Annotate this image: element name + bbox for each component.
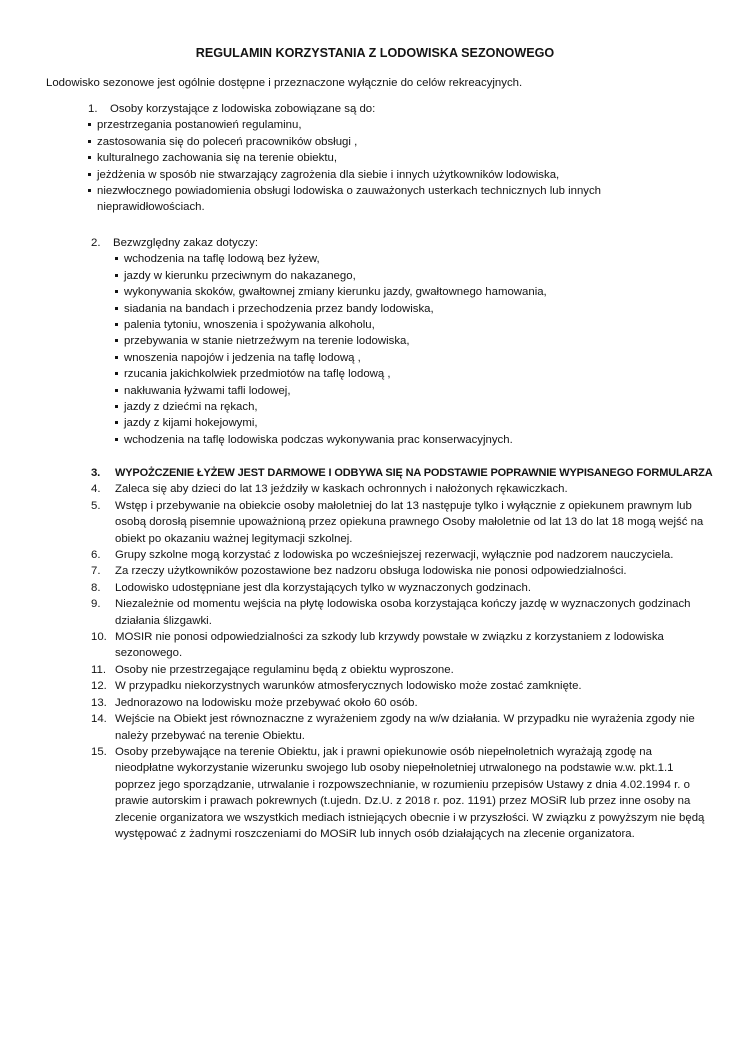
section-1-item: zastosowania się do poleceń pracowników obsługi , bbox=[88, 134, 728, 150]
section-2-item: wchodzenia na taflę lodowiska podczas wykonywania prac konserwacyjnych. bbox=[115, 432, 731, 448]
rule-text: Za rzeczy użytkowników pozostawione bez nadzoru obsługa lodowiska nie ponosi odpowiedzialności. bbox=[115, 565, 627, 578]
section-2-heading-line bbox=[91, 235, 731, 251]
section-2-item: jazdy w kierunku przeciwnym do nakazanego, bbox=[115, 268, 731, 284]
section-2-item: palenia tytoniu, wnoszenia i spożywania alkoholu, bbox=[115, 317, 731, 333]
rule-text: WYPOŻCZENIE ŁYŻEW JEST DARMOWE I ODBYWA SIĘ NA PODSTAWIE POPRAWNIE WYPISANEGO FORMULARZA bbox=[115, 467, 713, 479]
rule-number: 4. bbox=[91, 483, 101, 496]
rule-number: 10. bbox=[91, 631, 107, 644]
rule-item bbox=[91, 596, 711, 629]
rule-text: Wstęp i przebywanie na obiekcie osoby małoletniej do lat 13 następuje tylko i wyłącznie z opiekunem prawnym lub osobą dorosłą pisemnie upoważnioną przez opiekuna prawnego Osoby małoletnie od lat 13 do lat 18 mogą wejść na obiekt po okazaniu ważnej legitymacji szkolnej. bbox=[115, 499, 704, 545]
rule-text: Zaleca się aby dzieci do lat 13 jeździły w kaskach ochronnych i nałożonych rękawiczkach. bbox=[115, 483, 568, 496]
section-1-item: jeżdżenia w sposób nie stwarzający zagrożenia dla siebie i innych użytkowników lodowiska, bbox=[88, 167, 728, 183]
rule-text: W przypadku niekorzystnych warunków atmosferycznych lodowisko może zostać zamknięte. bbox=[115, 680, 582, 693]
section-2-item: wykonywania skoków, gwałtownej zmiany kierunku jazdy, gwałtownego hamowania, bbox=[115, 284, 731, 300]
rule-text: Niezależnie od momentu wejścia na płytę lodowiska osoba korzystająca kończy jazdę w wyznaczonych godzinach działania ślizgawki. bbox=[115, 598, 691, 627]
rule-item bbox=[91, 481, 711, 497]
rule-item bbox=[91, 547, 711, 563]
section-2-item: siadania na bandach i przechodzenia przez bandy lodowiska, bbox=[115, 301, 731, 317]
section-2-item: przebywania w stanie nietrzeźwym na terenie lodowiska, bbox=[115, 333, 731, 349]
rule-text: Grupy szkolne mogą korzystać z lodowiska po wcześniejszej rezerwacji, wyłącznie pod nadzorem nauczyciela. bbox=[115, 549, 674, 562]
rule-number: 5. bbox=[91, 499, 101, 512]
rule-text: Osoby przebywające na terenie Obiektu, jak i prawni opiekunowie osób niepełnoletnich wyrażają zgodę na nieodpłatne wykorzystanie wizerunku swojego lub osoby niepełnoletniej utrwalonego na podstawie w.w. pkt.1.1 poprzez jego sporządzanie, utrwalanie i rozpowszechnianie, w rozumieniu przepisów Ustawy z dnia 4.02.1994 r. o prawie autorskim i prawach pokrewnych (t.ujedn. Dz.U. z 2018 r. poz. 1191) przez MOSiR lub przez inne osoby na zlecenie organizatora we wszystkich mediach istniejących obecnie i w przyszłości. W związku z powyższym nie będą występować z żadnymi roszczeniami do MOSiR lub innych osób działających na zlecenie organizatora. bbox=[115, 745, 705, 840]
rule-text: Osoby nie przestrzegające regulaminu będą z obiektu wyproszone. bbox=[115, 663, 454, 676]
section-1-list bbox=[0, 117, 728, 215]
rule-item bbox=[91, 629, 711, 662]
rule-number: 7. bbox=[91, 565, 101, 578]
rule-number: 14. bbox=[91, 713, 107, 726]
rule-item bbox=[91, 662, 711, 678]
rule-item bbox=[91, 563, 711, 579]
rule-number: 8. bbox=[91, 581, 101, 594]
rule-number: 13. bbox=[91, 696, 107, 709]
section-2-item: wnoszenia napojów i jedzenia na taflę lodową , bbox=[115, 350, 731, 366]
rule-number: 12. bbox=[91, 680, 107, 693]
section-2-heading: Bezwzględny zakaz dotyczy: bbox=[113, 237, 258, 249]
rule-number: 3. bbox=[91, 467, 101, 479]
rule-item bbox=[91, 580, 711, 596]
rule-item bbox=[91, 678, 711, 694]
section-2-number: 2. bbox=[91, 237, 101, 249]
section-2 bbox=[91, 235, 731, 448]
intro-paragraph: Lodowisko sezonowe jest ogólnie dostępne i przeznaczone wyłącznie do celów rekreacyjnych. bbox=[46, 77, 523, 89]
section-1-item: kulturalnego zachowania się na terenie obiektu, bbox=[88, 150, 728, 166]
section-1-number: 1. bbox=[88, 103, 98, 115]
rule-number: 11. bbox=[91, 663, 106, 676]
rule-text: Jednorazowo na lodowisku może przebywać około 60 osób. bbox=[115, 696, 418, 709]
section-2-item: rzucania jakichkolwiek przedmiotów na taflę lodową , bbox=[115, 366, 731, 382]
section-2-item: nakłuwania łyżwami tafli lodowej, bbox=[115, 383, 731, 399]
rule-number: 6. bbox=[91, 549, 101, 562]
rule-item bbox=[91, 498, 711, 547]
section-1-item: przestrzegania postanowień regulaminu, bbox=[88, 117, 728, 133]
rule-item bbox=[91, 695, 711, 711]
section-2-item: wchodzenia na taflę lodową bez łyżew, bbox=[115, 251, 731, 267]
section-1-heading-line bbox=[88, 101, 728, 117]
rule-text: MOSIR nie ponosi odpowiedzialności za szkody lub krzywdy powstałe w związku z korzystaniem z lodowiska sezonowego. bbox=[115, 631, 664, 660]
section-1-heading: Osoby korzystające z lodowiska zobowiązane są do: bbox=[110, 103, 376, 115]
section-1-item: niezwłocznego powiadomienia obsługi lodowiska o zauważonych usterkach technicznych lub innych nieprawidłowościach. bbox=[88, 183, 612, 216]
section-2-item: jazdy z dziećmi na rękach, bbox=[115, 399, 731, 415]
rule-text: Wejście na Obiekt jest równoznaczne z wyrażeniem zgody na w/w działania. W przypadku nie wyrażenia zgody nie należy przebywać na terenie Obiektu. bbox=[115, 713, 695, 742]
section-1 bbox=[88, 101, 728, 216]
rule-item bbox=[91, 744, 711, 842]
document-title: REGULAMIN KORZYSTANIA Z LODOWISKA SEZONOWEGO bbox=[195, 46, 555, 60]
rule-item bbox=[91, 465, 711, 481]
rule-item bbox=[91, 711, 711, 744]
numbered-rules bbox=[91, 465, 711, 842]
rule-text: Lodowisko udostępniane jest dla korzystających tylko w wyznaczonych godzinach. bbox=[115, 581, 531, 594]
rule-number: 9. bbox=[91, 598, 101, 611]
section-2-item: jazdy z kijami hokejowymi, bbox=[115, 415, 731, 431]
rule-number: 15. bbox=[91, 745, 107, 758]
